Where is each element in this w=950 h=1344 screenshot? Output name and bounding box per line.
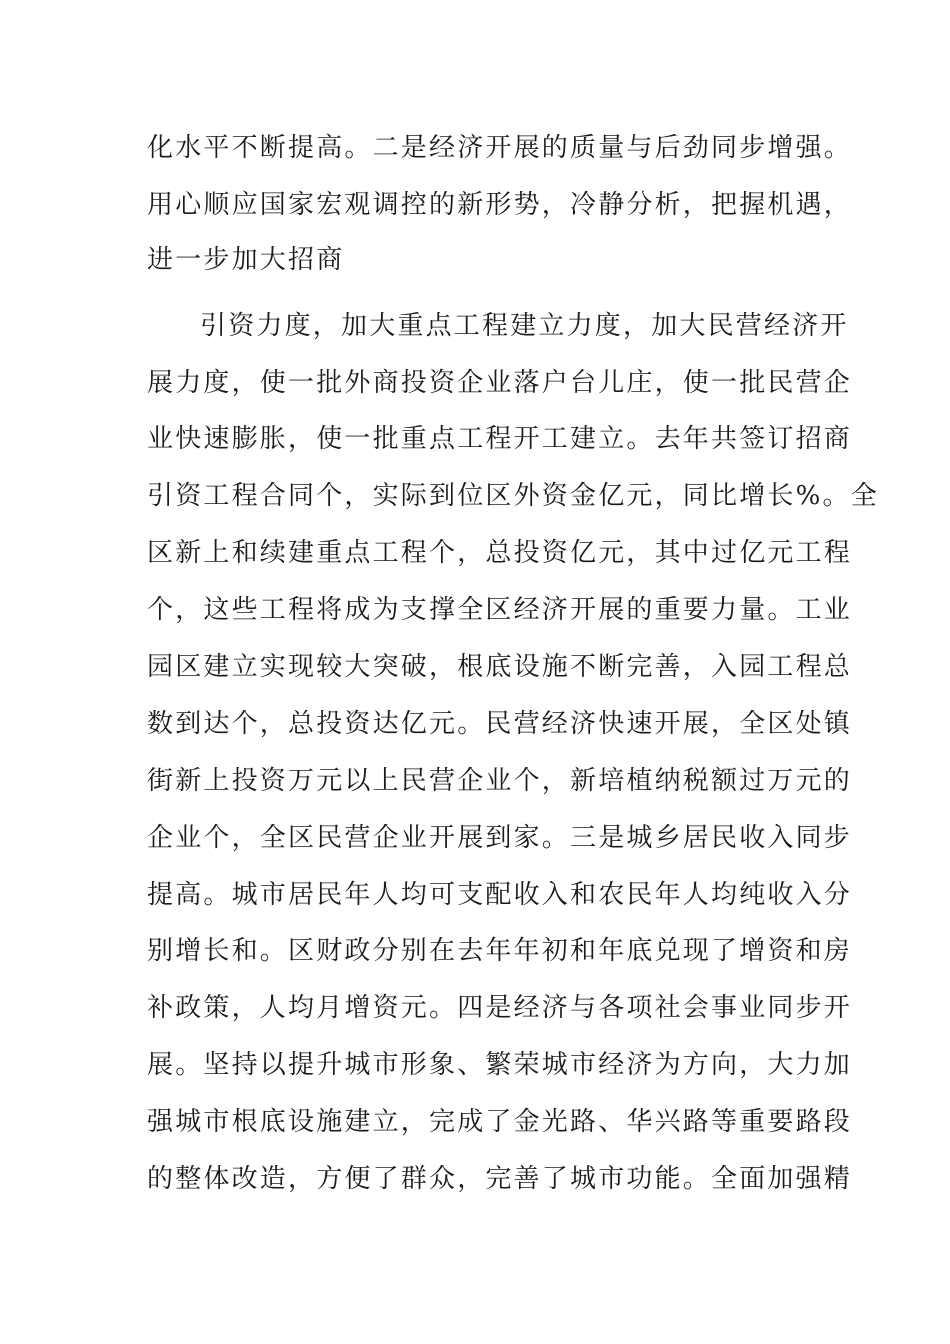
text-line-13: 企业个，全区民营企业开展到家。三是城乡居民收入同步 <box>147 823 853 853</box>
text-line-4: 引资力度，加大重点工程建立力度，加大民营经济开 <box>200 311 849 341</box>
text-line-15: 别增长和。区财政分别在去年年初和年底兑现了增资和房 <box>147 936 853 966</box>
text-line-7: 引资工程合同个，实际到位区外资金亿元，同比增长%。全 <box>147 481 879 511</box>
text-line-3: 进一步加大招商 <box>147 245 345 275</box>
text-line-1: 化水平不断提高。二是经济开展的质量与后劲同步增强。 <box>147 133 853 163</box>
text-line-6: 业快速膨胀，使一批重点工程开工建立。去年共签订招商 <box>147 424 853 454</box>
text-line-9: 个，这些工程将成为支撑全区经济开展的重要力量。工业 <box>147 595 853 625</box>
text-line-10: 园区建立实现较大突破，根底设施不断完善，入园工程总 <box>147 652 853 682</box>
text-line-12: 街新上投资万元以上民营企业个，新培植纳税额过万元的 <box>147 766 853 796</box>
text-line-14: 提高。城市居民年人均可支配收入和农民年人均纯收入分 <box>147 880 853 910</box>
text-line-16: 补政策，人均月增资元。四是经济与各项社会事业同步开 <box>147 993 853 1023</box>
text-line-5: 展力度，使一批外商投资企业落户台儿庄，使一批民营企 <box>147 368 853 398</box>
text-line-2: 用心顺应国家宏观调控的新形势，冷静分析，把握机遇， <box>147 190 853 220</box>
text-line-18: 强城市根底设施建立，完成了金光路、华兴路等重要路段 <box>147 1107 853 1137</box>
text-line-11: 数到达个，总投资达亿元。民营经济快速开展，全区处镇 <box>147 709 853 739</box>
text-line-19: 的整体改造，方便了群众，完善了城市功能。全面加强精 <box>147 1164 853 1194</box>
text-line-17: 展。坚持以提升城市形象、繁荣城市经济为方向，大力加 <box>147 1050 853 1080</box>
text-line-8: 区新上和续建重点工程个，总投资亿元，其中过亿元工程 <box>147 538 853 568</box>
